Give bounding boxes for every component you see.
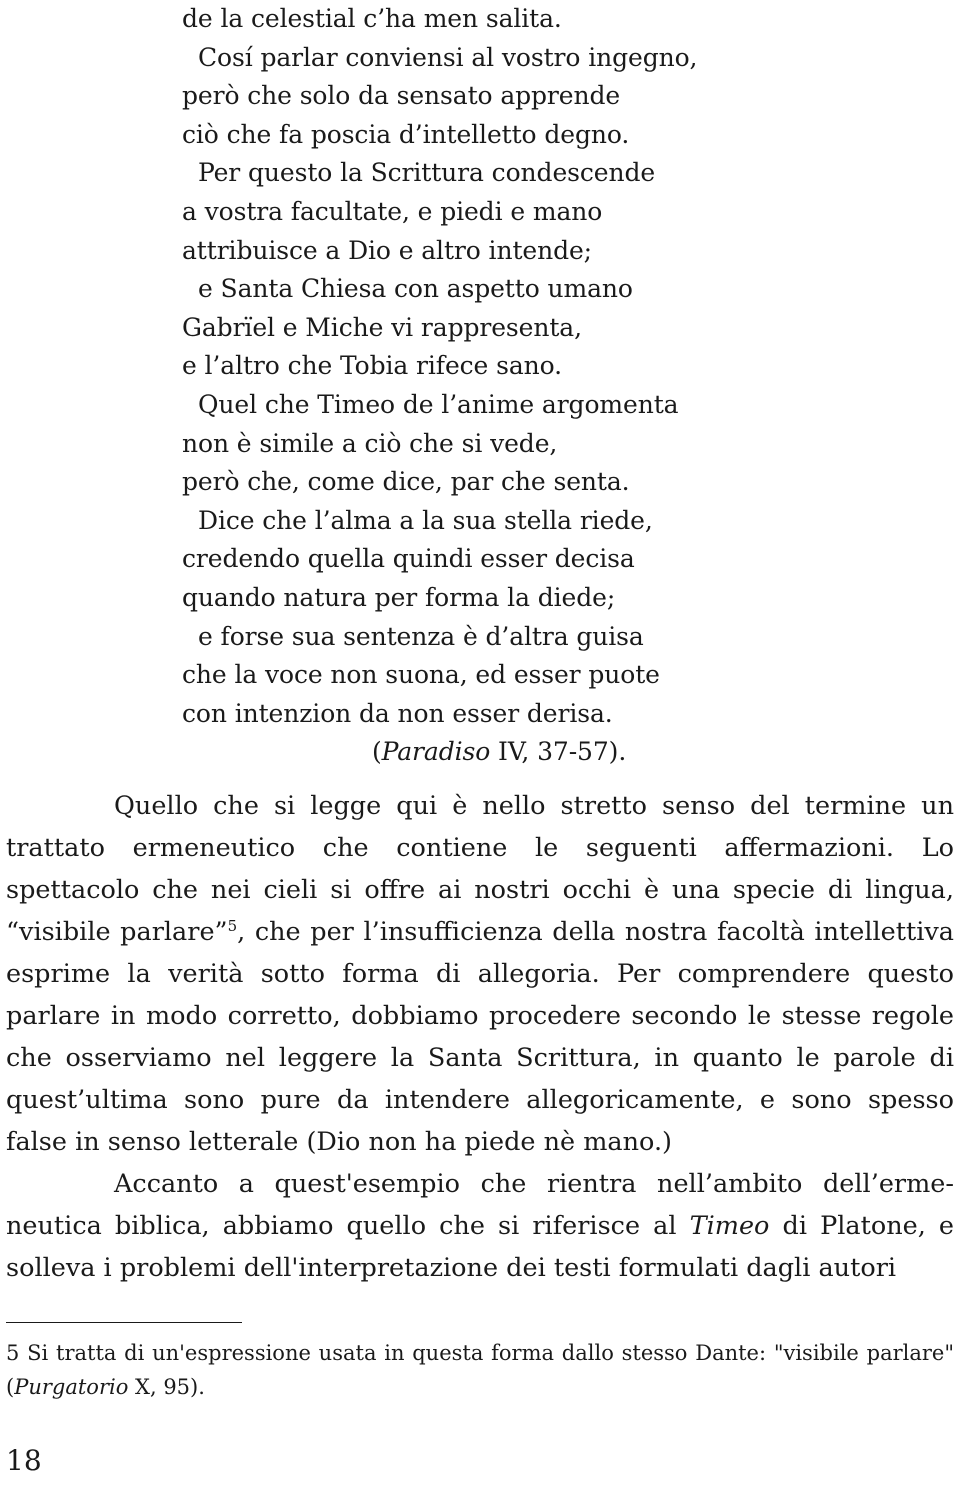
verse-line: con intenzion da non esser derisa.	[182, 698, 613, 728]
body-text	[6, 785, 954, 1289]
paragraph-text: di Platone, e solleva i problemi dell'interpretazione dei testi formulati dagli autori	[6, 1211, 954, 1283]
citation-reference: IV, 37-57).	[490, 737, 627, 767]
verse-line: non è simile a ciò che si vede,	[182, 428, 558, 458]
verse-line: de la celestial c’ha men salita.	[182, 4, 562, 33]
paragraph-text: Accanto a quest'esempio che rientra nell’ambito dell’ermeneutica biblica, abbiamo quello che si riferisce al	[6, 1169, 954, 1241]
page-number: 18	[6, 1444, 42, 1477]
verse-line: e l’altro che Tobia rifece sano.	[182, 351, 562, 381]
verse-line: Cosí parlar conviensi al vostro ingegno,	[198, 42, 698, 72]
verse-line: Per questo la Scrittura condescende	[198, 158, 656, 188]
footnote-separator	[6, 1322, 242, 1323]
footnote-reference-text: X, 95).	[128, 1375, 205, 1399]
verse-line: e Santa Chiesa con aspetto umano	[198, 274, 633, 304]
verse-quotation	[182, 0, 882, 772]
verse-line: però che, come dice, par che senta.	[182, 467, 630, 497]
verse-line: quando natura per forma la diede;	[182, 582, 616, 612]
verse-line: però che solo da sensato apprende	[182, 81, 621, 111]
verse-line: ciò che fa poscia d’intelletto degno.	[182, 119, 630, 149]
paragraph	[6, 785, 954, 1163]
footnote	[6, 1336, 954, 1404]
verse-line: e forse sua sentenza è d’altra guisa	[198, 621, 644, 651]
verse-citation	[182, 733, 882, 772]
footnote-text: 5 Si tratta di un'espressione usata in questa forma dallo stesso Dante: "visibile parlare" (	[6, 1341, 954, 1399]
footnote-reference: 5	[227, 917, 238, 935]
footnote-work-title: Purgatorio	[14, 1375, 129, 1399]
verse-line: Dice che l’alma a la sua stella riede,	[198, 505, 653, 535]
paragraph-text: , che per l’insufficienza della nostra facoltà intellettiva esprime la verità sotto forma di allegoria. Per comprendere questo parlare in modo corretto, dobbiamo procedere secondo le stesse regole che osserviamo nel leggere la Santa Scrittura, in quanto le parole di quest’ultima sono pure da intendere allegoricamente, e sono spesso false in senso letterale (Dio non ha piede nè mano.)	[6, 917, 955, 1157]
work-title: Timeo	[689, 1211, 770, 1241]
citation-open: (	[372, 737, 382, 767]
citation-work-title: Paradiso	[381, 737, 491, 767]
paragraph-text: Quello che si legge qui è nello stretto senso del termine un trattato ermeneutico che contiene le seguenti affermazioni. Lo spettacolo che nei cieli si offre ai nostri occhi è una specie di lingua, “visibile parlare”	[6, 791, 954, 947]
verse-line: che la voce non suona, ed esser puote	[182, 660, 660, 690]
verse-line: credendo quella quindi esser decisa	[182, 544, 635, 574]
verse-line: a vostra facultate, e piedi e mano	[182, 196, 603, 226]
verse-line: Gabrïel e Miche vi rappresenta,	[182, 312, 582, 342]
verse-line: Quel che Timeo de l’anime argomenta	[198, 389, 679, 419]
paragraph	[6, 1163, 954, 1289]
verse-line: attribuisce a Dio e altro intende;	[182, 235, 593, 265]
